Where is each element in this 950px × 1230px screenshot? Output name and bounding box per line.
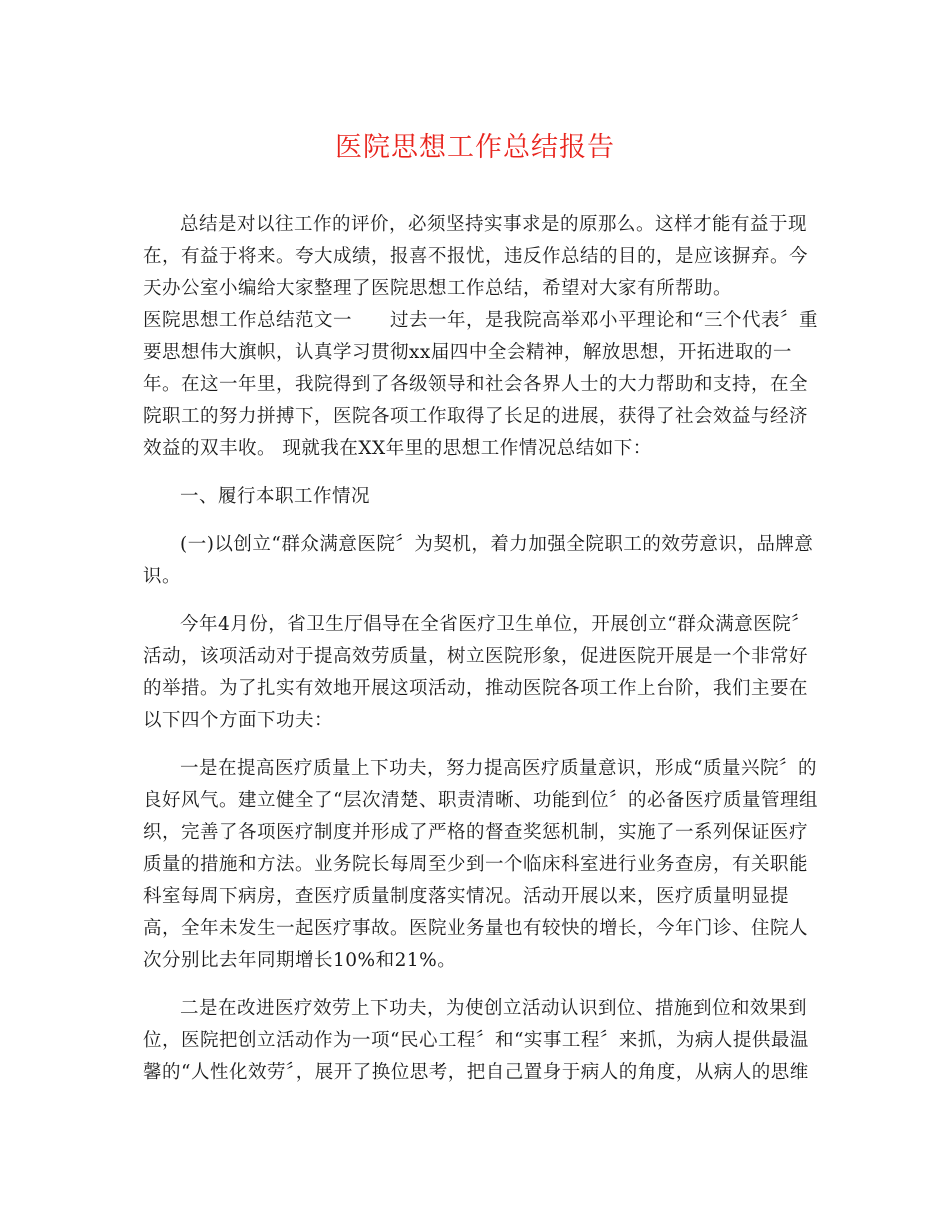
- text-line: 今年4月份，省卫生厅倡导在全省医疗卫生单位，开展创立“群众满意医院〞: [180, 614, 811, 635]
- text-line: 馨的“人性化效劳〞，展开了换位思考，把自己置身于病人的角度，从病人的思维: [143, 1062, 809, 1083]
- text-line: 年。在这一年里，我院得到了各级领导和社会各界人士的大力帮助和支持，在全: [143, 374, 809, 395]
- text-line: 效益的双丰收。 现就我在XX年里的思想工作情况总结如下：: [143, 438, 652, 459]
- document-title: 医院思想工作总结报告: [335, 132, 615, 163]
- text-line: 二是在改进医疗效劳上下功夫，为使创立活动认识到位、措施到位和效果到: [180, 998, 808, 1019]
- text-line: 以下四个方面下功夫：: [143, 710, 334, 731]
- text-line: 活动，该项活动对于提高效劳质量，树立医院形象，促进医院开展是一个非常好: [143, 646, 809, 667]
- section-heading-line: 医院思想工作总结范文一 过去一年，是我院高举邓小平理论和“三个代表〞重: [143, 310, 818, 331]
- text-line: 院职工的努力拼搏下，医院各项工作取得了长足的进展，获得了社会效益与经济: [143, 406, 809, 427]
- text-line: 要思想伟大旗帜，认真学习贯彻xx届四中全会精神，解放思想，开拓进取的一: [143, 342, 792, 363]
- text-line: 在，有益于将来。夸大成绩，报喜不报忧，违反作总结的目的，是应该摒弃。今: [143, 246, 809, 267]
- text-line: 位，医院把创立活动作为一项“民心工程〞和“实事工程〞来抓，为病人提供最温: [143, 1030, 809, 1051]
- section-heading: 一、履行本职工作情况: [180, 486, 371, 507]
- text-line: 高，全年未发生一起医疗事故。医院业务量也有较快的增长，今年门诊、住院人: [143, 918, 809, 939]
- subsection-heading: (一)以创立“群众满意医院〞为契机，着力加强全院职工的效劳意识，品牌意: [180, 534, 814, 555]
- text-line: 天办公室小编给大家整理了医院思想工作总结，希望对大家有所帮助。: [143, 278, 733, 299]
- text-line: 织，完善了各项医疗制度并形成了严格的督查奖惩机制，实施了一系列保证医疗: [143, 822, 809, 843]
- text-line: 良好风气。建立健全了“层次清楚、职责清晰、功能到位〞的必备医疗质量管理组: [143, 790, 818, 811]
- text-line: 质量的措施和方法。业务院长每周至少到一个临床科室进行业务查房，有关职能: [143, 854, 809, 875]
- text-line: 总结是对以往工作的评价，必须坚持实事求是的原那么。这样才能有益于现: [180, 214, 808, 235]
- text-line: 识。: [143, 566, 182, 587]
- text-line: 一是在提高医疗质量上下功夫，努力提高医疗质量意识，形成“质量兴院〞的: [180, 758, 817, 779]
- text-line: 科室每周下病房，查医疗质量制度落实情况。活动开展以来，医疗质量明显提: [143, 886, 790, 907]
- text-line: 的举措。为了扎实有效地开展这项活动，推动医院各项工作上台阶，我们主要在: [143, 678, 809, 699]
- text-line: 次分别比去年同期增长10%和21%。: [143, 950, 457, 971]
